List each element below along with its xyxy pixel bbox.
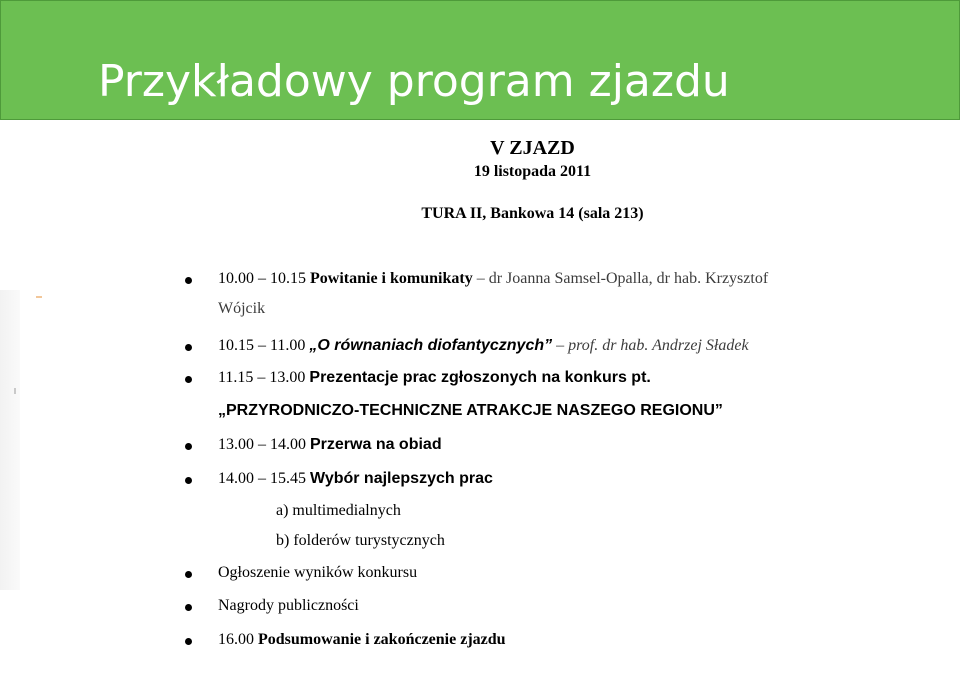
bullet-icon: [185, 443, 192, 450]
item-speakers: – dr Joanna Samsel-Opalla, dr hab. Krzysztof: [472, 270, 769, 287]
side-panel: [0, 290, 20, 590]
event-date: 19 listopada 2011: [473, 163, 592, 180]
bullet-icon: [185, 477, 192, 484]
item-speakers: – prof. dr hab. Andrzej Sładek: [552, 337, 749, 354]
item-title: „O równaniach diofantycznych”: [309, 337, 553, 354]
title-bar: [0, 0, 960, 120]
item-title: Nagrody publiczności: [218, 597, 359, 614]
program-item: [218, 470, 493, 488]
program-item: [218, 337, 749, 355]
item-title: Prezentacje prac zgłoszonych na konkurs pt.: [309, 369, 651, 386]
item-continuation: Wójcik: [218, 300, 266, 317]
program-item: [218, 631, 506, 649]
bullet-icon: [185, 571, 192, 578]
event-location: TURA II, Bankowa 14 (sala 213): [421, 205, 644, 222]
item-time: 14.00 – 15.45: [218, 470, 310, 487]
item-title: Ogłoszenie wyników konkursu: [218, 564, 418, 581]
sub-item: a) multimedialnych: [276, 502, 401, 519]
item-time: 10.15 – 11.00: [218, 337, 310, 354]
item-title: Przerwa na obiad: [310, 436, 442, 453]
sub-item: b) folderów turystycznych: [276, 532, 445, 549]
decor-mark: [36, 296, 42, 298]
item-title: Wybór najlepszych prac: [310, 470, 493, 487]
bullet-icon: [185, 376, 192, 383]
item-time: 13.00 – 14.00: [218, 436, 310, 453]
item-time: 16.00: [218, 631, 258, 648]
slide-title: Przykładowy program zjazdu: [98, 56, 730, 107]
event-title: V ZJAZD: [490, 137, 575, 159]
program-item: [218, 436, 442, 454]
bullet-icon: [185, 344, 192, 351]
bullet-icon: [185, 638, 192, 645]
item-title: Powitanie i komunikaty: [310, 270, 473, 287]
item-title: Podsumowanie i zakończenie zjazdu: [258, 631, 506, 648]
program-item: [218, 369, 651, 387]
item-time: 10.00 – 10.15: [218, 270, 310, 287]
program-item: [218, 270, 768, 288]
decor-mark: [14, 388, 16, 394]
item-continuation: „PRZYRODNICZO-TECHNICZNE ATRAKCJE NASZEGO REGIONU”: [218, 402, 723, 419]
program-item: [218, 597, 359, 615]
item-time: 11.15 – 13.00: [218, 369, 310, 386]
bullet-icon: [185, 277, 192, 284]
bullet-icon: [185, 604, 192, 611]
program-item: [218, 564, 417, 582]
